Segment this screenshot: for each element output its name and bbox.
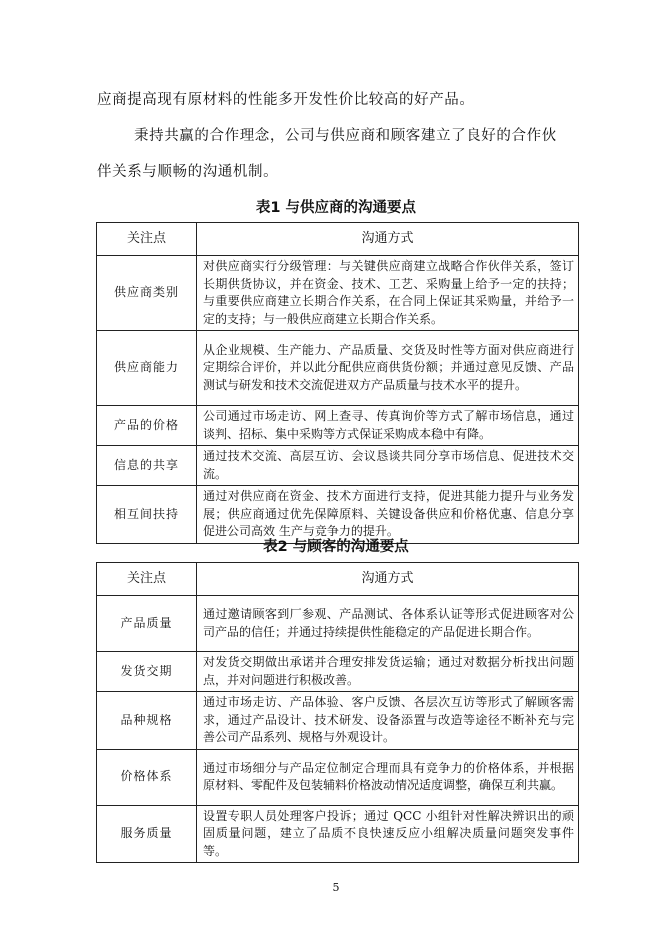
- row-value: 对发货交期做出承诺并合理安排发货运输；通过对数据分析找出问题点，并对问题进行积极改善。: [197, 652, 579, 692]
- column-header-value: 沟通方式: [197, 223, 579, 256]
- row-key: 价格体系: [97, 749, 197, 805]
- table2-caption: 表2 与顾客的沟通要点: [263, 539, 409, 555]
- supplier-communication-table: [96, 222, 579, 544]
- page-number: 5: [332, 881, 340, 894]
- row-value: 设置专职人员处理客户投诉；通过 QCC 小组针对性解决辨识出的顽固质量问题，建立了品质不良快速反应小组解决质量问题突发事件等。: [197, 805, 579, 863]
- row-key: 产品质量: [97, 596, 197, 652]
- row-key: 供应商能力: [97, 331, 197, 406]
- row-value: 通过邀请顾客到厂参观、产品测试、各体系认证等形式促进顾客对公司产品的信任；并通过持续提供性能稳定的产品促进长期合作。: [197, 596, 579, 652]
- customer-communication-table: [96, 562, 579, 863]
- table-row: [97, 692, 579, 750]
- table-row: [97, 256, 579, 331]
- table-row: [97, 749, 579, 805]
- table-row: [97, 596, 579, 652]
- row-key: 相互间扶持: [97, 486, 197, 544]
- table-header-row: [97, 223, 579, 256]
- row-value: 通过市场细分与产品定位制定合理而具有竞争力的价格体系，并根据原材料、零配件及包装辅料价格波动情况适度调整，确保互利共赢。: [197, 749, 579, 805]
- row-key: 信息的共享: [97, 446, 197, 486]
- column-header-value: 沟通方式: [197, 563, 579, 596]
- row-value: 对供应商实行分级管理：与关键供应商建立战略合作伙伴关系，签订长期供货协议，并在资金、技术、工艺、采购量上给予一定的扶持；与重要供应商建立长期合作关系，在合同上保证其采购量，并给予一定的支持；与一般供应商建立长期合作关系。: [197, 256, 579, 331]
- row-value: 从企业规模、生产能力、产品质量、交货及时性等方面对供应商进行定期综合评价，并以此分配供应商供货份额；并通过意见反馈、产品测试与研发和技术交流促进双方产品质量与技术水平的提升。: [197, 331, 579, 406]
- row-value: 通过对供应商在资金、技术方面进行支持，促进其能力提升与业务发展；供应商通过优先保障原料、关键设备供应和价格优惠、信息分享促进公司高效 生产与竞争力的提升。: [197, 486, 579, 544]
- column-header-key: 关注点: [97, 563, 197, 596]
- row-value: 通过技术交流、高层互访、会议恳谈共同分享市场信息、促进技术交流。: [197, 446, 579, 486]
- row-value: 公司通过市场走访、网上查寻、传真询价等方式了解市场信息，通过谈判、招标、集中采购等方式保证采购成本稳中有降。: [197, 406, 579, 446]
- row-key: 发货交期: [97, 652, 197, 692]
- table-row: [97, 331, 579, 406]
- row-key: 服务质量: [97, 805, 197, 863]
- row-key: 品种规格: [97, 692, 197, 750]
- table-row: [97, 406, 579, 446]
- table-row: [97, 446, 579, 486]
- table-header-row: [97, 563, 579, 596]
- row-key: 供应商类别: [97, 256, 197, 331]
- intro-line-1: 应商提高现有原材料的性能多开发性价比较高的好产品。: [97, 92, 475, 108]
- table-row: [97, 652, 579, 692]
- intro-line-3: 伴关系与顺畅的沟通机制。: [97, 164, 279, 180]
- intro-line-2: 秉持共赢的合作理念，公司与供应商和顾客建立了良好的合作伙: [134, 128, 557, 144]
- row-key: 产品的价格: [97, 406, 197, 446]
- table-row: [97, 805, 579, 863]
- column-header-key: 关注点: [97, 223, 197, 256]
- table1-caption: 表1 与供应商的沟通要点: [255, 200, 417, 216]
- row-value: 通过市场走访、产品体验、客户反馈、各层次互访等形式了解顾客需求，通过产品设计、技术研发、设备添置与改造等途径不断补充与完善公司产品系列、规格与外观设计。: [197, 692, 579, 750]
